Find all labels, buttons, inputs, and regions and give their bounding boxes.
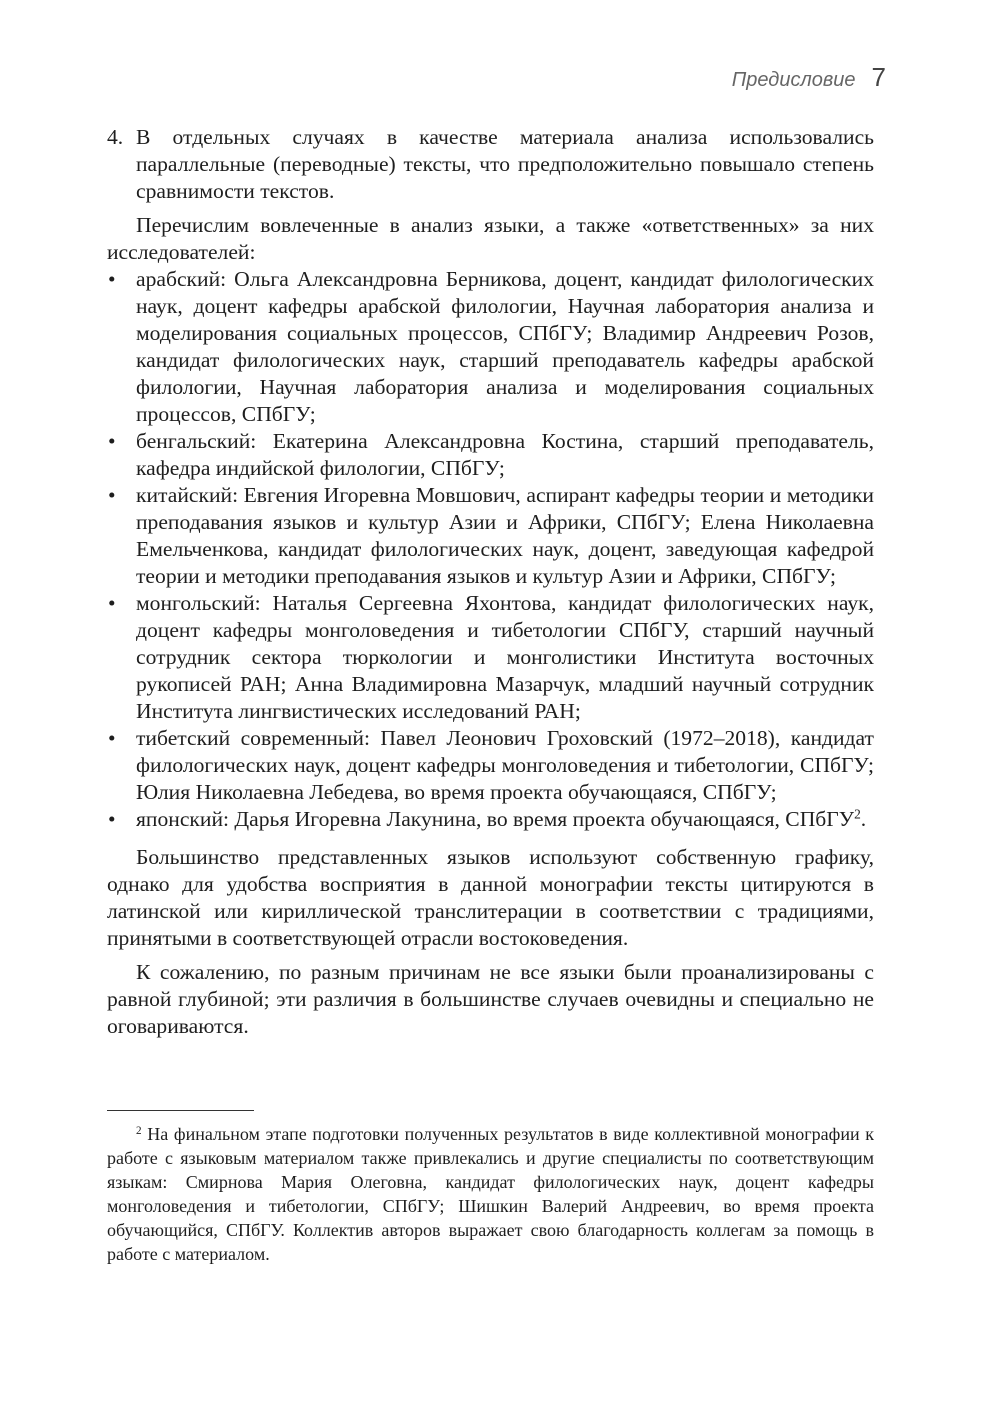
paragraph-graphics: Большинство представленных языков используют собственную графику, однако для удобства восприятия в данной монографии тексты цитируются в латинской или кириллической транслитерации в соответствии с традициями, принятыми в соответствующей отрасли востоковедения. [107, 845, 874, 950]
bullet-icon: • [108, 483, 116, 507]
running-head [732, 62, 886, 93]
languages-intro-paragraph: Перечислим вовлеченные в анализ языки, а также «ответственных» за них исследователей: [107, 213, 874, 264]
footnote [107, 1122, 874, 1266]
footnote-paragraph [107, 1122, 874, 1266]
list-item-text: бенгальский: Екатерина Александровна Костина, старший преподаватель, кафедра индийской филологии, СПбГУ; [136, 429, 874, 480]
bullet-icon: • [108, 429, 116, 453]
bullet-icon: • [108, 267, 116, 291]
list-item-chinese [107, 482, 874, 590]
languages-list [107, 266, 874, 833]
paragraph-regret: К сожалению, по разным причинам не все языки были проанализированы с равной глубиной; эти различия в большинстве случаев очевидны и специально не оговариваются. [107, 960, 874, 1038]
numbered-item-4 [107, 124, 874, 205]
list-item-end: . [860, 807, 867, 831]
list-item-text: монгольский: Наталья Сергеевна Яхонтова, кандидат филологических наук, доцент кафедры монголоведения и тибетологии СПбГУ, старший научный сотрудник сектора тюркологии и монголистики Института восточных рукописей РАН; Анна Владимировна Мазарчук, младший научный сотрудник Института лингвистических исследований РАН; [136, 591, 874, 723]
item-text: В отдельных случаях в качестве материала анализа использовались параллельные (переводные) тексты, что предположительно повышало степень сравнимости текстов. [136, 125, 874, 203]
list-item-text: арабский: Ольга Александровна Берникова, доцент, кандидат филологических наук, доцент кафедры арабской филологии, Научная лаборатория анализа и моделирования социальных процессов, СПбГУ; Владимир Андреевич Розов, кандидат филологических наук, старший преподаватель кафедры арабской филологии, Научная лаборатория анализа и моделирования социальных процессов, СПбГУ; [136, 267, 874, 426]
bullet-icon: • [108, 807, 116, 831]
list-item-bengali [107, 428, 874, 482]
list-item-tibetan [107, 725, 874, 806]
list-item-text: китайский: Евгения Игоревна Мовшович, аспирант кафедры теории и методики преподавания языков и культур Азии и Африки, СПбГУ; Елена Николаевна Емельченкова, кандидат филологических наук, доцент, заведующая кафедрой теории и методики преподавания языков и культур Азии и Африки, СПбГУ; [136, 483, 874, 588]
page-number: 7 [871, 62, 886, 92]
list-item-text: японский: Дарья Игоревна Лакунина, во время проекта обучающаяся, СПбГУ [136, 807, 855, 831]
bullet-icon: • [108, 726, 116, 750]
running-title: Предисловие [731, 69, 856, 91]
list-item-text: тибетский современный: Павел Леонович Гроховский (1972–2018), кандидат филологических наук, доцент кафедры монголоведения и тибетологии, СПбГУ; Юлия Николаевна Лебедева, во время проекта обучающаяся, СПбГУ; [136, 726, 874, 804]
list-item-arabic [107, 266, 874, 428]
item-number: 4. [107, 125, 124, 149]
footnote-marker: 2 [136, 1124, 142, 1137]
list-item-mongolian [107, 590, 874, 725]
bullet-icon: • [108, 591, 116, 615]
main-text [107, 124, 874, 1040]
footnote-reference[interactable]: 2 [854, 806, 861, 822]
list-item-japanese [107, 806, 874, 833]
footnote-text: На финальном этапе подготовки полученных результатов в виде коллективной монографии к работе с языковым материалом также привлекались и другие специалисты по соответствующим языкам: Смирнова Мария Олеговна, кандидат филологических наук, доцент кафедры монголоведения и тибетологии, СПбГУ; Шишкин Валерий Андреевич, во время проекта обучающийся, СПбГУ. Коллектив авторов выражает свою благодарность коллегам за помощь в работе с материалом. [107, 1124, 875, 1264]
footnote-divider [107, 1110, 254, 1111]
